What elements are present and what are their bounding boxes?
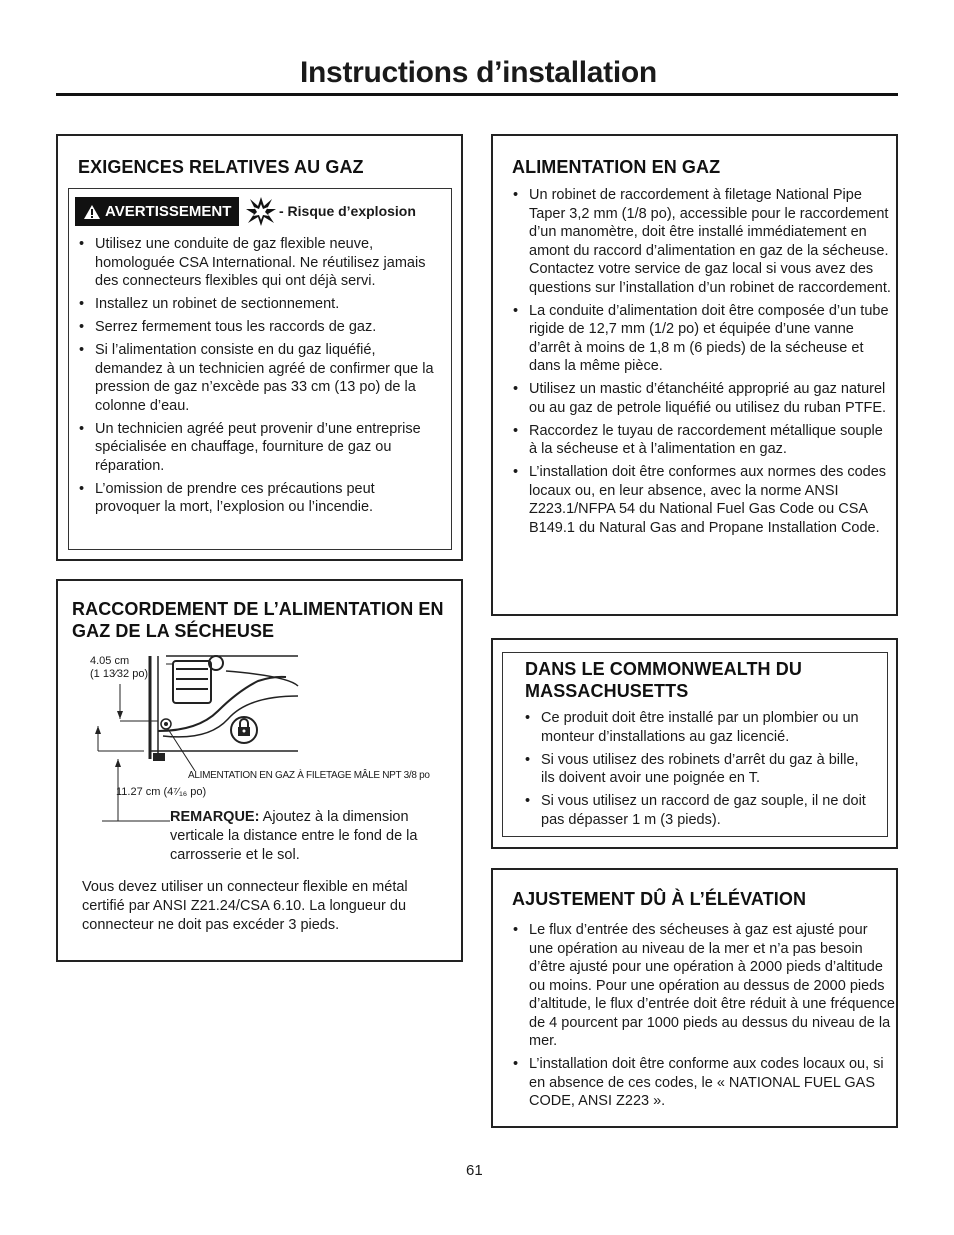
massachusetts-box — [491, 638, 898, 849]
massachusetts-heading: DANS LE COMMONWEALTH DU MASSACHUSETTS — [525, 659, 802, 701]
page-title: Instructions d’installation — [300, 56, 657, 89]
altitude-list — [511, 921, 895, 1115]
gas-requirements-heading: EXIGENCES RELATIVES AU GAZ — [78, 157, 364, 177]
note — [170, 808, 450, 865]
note-label: REMARQUE: — [170, 809, 260, 825]
altitude-heading: AJUSTEMENT DÛ À L’ÉLÉVATION — [512, 889, 807, 909]
title-rule — [56, 93, 898, 96]
page-number: 61 — [466, 1162, 483, 1179]
warning-triangle-icon — [83, 204, 101, 220]
list-item: • L’installation doit être conforme aux codes locaux ou, si en absence de ces codes, le « NATIONAL FUEL GAS CODE, ANSI Z223 ». — [511, 1055, 895, 1111]
list-item: • Un technicien agréé peut provenir d’une entreprise spécialisée en chauffage, fourniture de gaz ou réparation. — [77, 420, 439, 476]
risk-label: - Risque d’explosion — [279, 203, 416, 219]
warning-label: AVERTISSEMENT — [105, 203, 232, 220]
dim-bottom-label: 11.27 cm (4⁷⁄₁₆ po) — [116, 786, 207, 798]
dim-top-line2: (1 13⁄32 po) — [90, 668, 149, 680]
list-item: • L’omission de prendre ces précautions peut provoquer la mort, l’explosion ou l’incendie. — [77, 480, 439, 517]
list-item: • Si l’alimentation consiste en du gaz liquéfié, demandez à un technicien agréé de confirmer que la pression de gaz n’excède pas 33 cm (13 po) de la colonne d’eau. — [77, 341, 439, 415]
explosion-icon — [245, 195, 277, 227]
list-item: • Le flux d’entrée des sécheuses à gaz est ajusté pour une opération au niveau de la mer et n’a pas besoin d’être ajusté pour une opération à 2000 pieds d’altitude ou moins. Pour une opération au dessus de 2000 pieds d’altitude, le flux d’entrée doit être réduit à une fréquence de 4 pourcent par 1000 pieds au dessus du niveau de la mer. — [511, 921, 895, 1051]
list-item: • Installez un robinet de sectionnement. — [77, 295, 439, 314]
dim-top-label — [90, 655, 148, 681]
gas-requirements-box — [56, 134, 463, 561]
gas-requirements-list — [77, 235, 439, 521]
list-item: • Un robinet de raccordement à filetage National Pipe Taper 3,2 mm (1/8 po), accessible pour le raccordement d’un manomètre, doit être installé immédiatement en amont du raccord d’alimentation en gaz de la sécheuse. Contactez votre service de gaz local si vous avez des questions sur l’installation d’un robinet de raccordement. — [511, 186, 891, 297]
connection-body-text: Vous devez utiliser un connecteur flexible en métal certifié par ANSI Z21.24/CSA 6.10. La longueur du connecteur ne doit pas excéder 3 pieds. — [82, 879, 408, 933]
list-item: • La conduite d’alimentation doit être composée d’un tube rigide de 12,7 mm (1/2 po) et équipée d’une vanne d’arrêt à moins de 1,8 m (6 pieds) de la sécheuse et dans la même pièce. — [511, 302, 891, 376]
massachusetts-panel — [502, 652, 888, 837]
npt-label: ALIMENTATION EN GAZ À FILETAGE MÂLE NPT 3/8 po — [188, 770, 430, 781]
warning-badge — [75, 197, 239, 226]
gas-supply-heading: ALIMENTATION EN GAZ — [512, 157, 721, 177]
list-item: • Si vous utilisez un raccord de gaz souple, il ne doit pas dépasser 1 m (3 pieds). — [523, 792, 875, 829]
dryer-connection-heading: RACCORDEMENT DE L’ALIMENTATION EN GAZ DE LA SÉCHEUSE — [72, 599, 444, 641]
list-item: • Serrez fermement tous les raccords de gaz. — [77, 318, 439, 337]
list-item: • Utilisez un mastic d’étanchéité approprié au gaz naturel ou au gaz de petrole liquéfié ou utilisez du ruban PTFE. — [511, 380, 891, 417]
dryer-connection-box — [56, 579, 463, 962]
list-item: • Utilisez une conduite de gaz flexible neuve, homologuée CSA International. Ne réutilisez jamais des connecteurs flexibles qui ont déjà servi. — [77, 235, 439, 291]
altitude-box — [491, 868, 898, 1128]
note-text: Ajoutez à la dimension verticale la distance entre le fond de la carrosserie et le sol. — [170, 809, 418, 863]
list-item: • Si vous utilisez des robinets d’arrêt du gaz à bille, ils doivent avoir une poignée en T. — [523, 751, 875, 788]
gas-supply-box — [491, 134, 898, 616]
gas-supply-list — [511, 186, 891, 542]
list-item: • Raccordez le tuyau de raccordement métallique souple à la sécheuse et à l’alimentation en gaz. — [511, 422, 891, 459]
warning-panel — [68, 188, 452, 550]
dim-top-line1: 4.05 cm — [90, 655, 130, 667]
list-item: • L’installation doit être conformes aux normes des codes locaux ou, en leur absence, avec la norme ANSI Z223.1/NFPA 54 du National Fuel Gas Code ou CSA B149.1 du Natural Gas and Propane Installation Code. — [511, 463, 891, 537]
list-item: • Ce produit doit être installé par un plombier ou un monteur d’installations au gaz licencié. — [523, 709, 875, 746]
massachusetts-list — [523, 709, 875, 834]
